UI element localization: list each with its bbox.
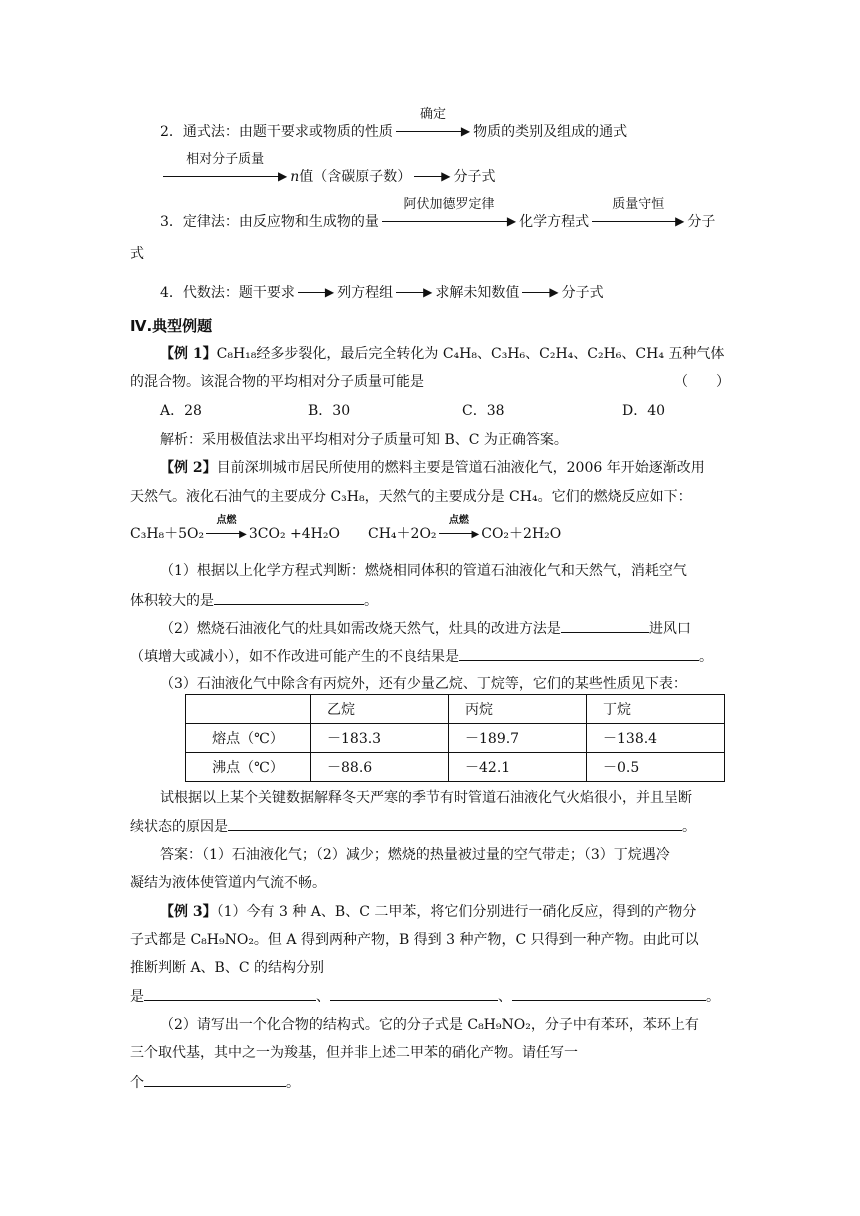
method4-line [160,283,604,303]
method4-text4: 分子式 [561,285,604,301]
method4-text2: 列方程组 [337,285,394,301]
ex2-line2: 天然气。液化石油气的主要成分 C₃H₈，天然气的主要成分是 CH₄。它们的燃烧反应如下： [130,489,692,505]
ex1-option-a: A．28 [160,403,202,419]
ex3-q2-line1: （2）请写出一个化合物的结构式。它的分子式是 C₈H₉NO₂，分子中有苯环，苯环上有 [160,1017,699,1033]
ex2-q2-line2 [130,646,713,667]
method3-text: 3．定律法：由反应物和生成物的量 [160,214,379,230]
answer-blank[interactable] [512,986,706,1001]
ex3-label: 【例 3】 [160,904,217,920]
method3-end: 分子 [687,214,716,230]
q3-text: 续状态的原因是 [130,819,228,835]
equation-propane [130,515,340,546]
answer-blank[interactable] [144,1072,286,1087]
method2-line2 [160,152,496,187]
answer-blank[interactable] [228,816,682,831]
table-cell: －189.7 [449,724,587,753]
ex3-text: （1）今有 3 种 A、B、C 二甲苯，将它们分别进行一硝化反应，得到的产物分 [216,904,697,920]
eq2-reactants: CH₄＋2O₂ [368,526,437,542]
ex2-q3-line: （3）石油液化气中除含有丙烷外，还有少量乙烷、丁烷等，它们的某些性质见下表： [160,676,687,692]
ex3-q2-end: 。 [286,1075,300,1091]
arrow-3: ▶ [522,283,558,303]
chem-equation-text: 化学方程式 [519,214,590,230]
table-cell: －42.1 [449,753,587,782]
table-cell: 沸点（℃） [186,753,311,782]
small-arrow: ▶ [414,167,450,187]
ex3-line2: 子式都是 C₈H₉NO₂。但 A 得到两种产物，B 得到 3 种产物，C 只得到一种产物。由此可以 [130,932,699,948]
ex1-formula: C₈H₁₈ [216,346,257,362]
method3-line1 [160,197,716,232]
separator: 、 [316,989,330,1005]
q2-text: （2）燃烧石油液化气的灶具如需改烧天然气，灶具的改进方法是 [160,621,561,637]
molecular-formula-text: 分子式 [453,169,496,185]
equation-methane [368,515,562,546]
ex1-option-c: C．38 [462,403,505,419]
method4-text1: 4．代数法：题干要求 [160,285,295,301]
table-cell: 熔点（℃） [186,724,311,753]
eq1-products: 3CO₂ +4H₂O [248,526,340,542]
answer-blank[interactable] [561,618,649,633]
ex3-q2-line3 [130,1072,300,1093]
eq1-reactants: C₃H₈＋5O₂ [130,526,205,542]
q1-text: 体积较大的是 [130,593,214,609]
ex2-line1 [160,458,705,478]
arrow-label: 确定 [420,107,447,122]
eq2-products: CO₂＋2H₂O [481,526,562,542]
arrow-1: ▶ [298,283,334,303]
table-row [186,753,725,782]
arrow-2: ▶ [396,283,432,303]
avogadro-arrow: 阿伏加德罗定律 ▶ [382,212,516,232]
arrow-label: 质量守恒 [612,197,665,212]
q2-text-b: 进风口 [648,621,691,637]
method2-result: 物质的类别及组成的通式 [473,124,628,140]
ex3-line3: 推断判断 A、B、C 的结构分别 [130,960,325,976]
ex2-q1-line2 [130,590,378,611]
table-header-cell: 乙烷 [311,695,449,724]
table-header-row [186,695,725,724]
ex2-text: 目前深圳城市居民所使用的燃料主要是管道石油液化气，2006 年开始逐渐改用 [216,460,705,476]
eq1-condition: 点燃 [216,515,237,526]
q3-end: 。 [682,819,696,835]
table-cell: －0.5 [587,753,725,782]
ex3-q2-start: 个 [130,1075,144,1091]
method2-text: 2．通式法：由题干要求或物质的性质 [160,124,393,140]
ex1-label: 【例 1】 [160,346,217,362]
table-header-cell: 丙烷 [449,695,587,724]
table-cell: －138.4 [587,724,725,753]
arrow-label: 阿伏加德罗定律 [403,197,495,212]
eq2-condition: 点燃 [448,515,469,526]
method2-line1 [160,107,628,142]
molar-mass-arrow: 相对分子质量 ▶ [163,167,287,187]
table-cell: －88.6 [311,753,449,782]
ex2-q3-after1: 试根据以上某个关键数据解释冬天严寒的季节有时管道石油液化气火焰很小，并且呈断 [160,790,692,806]
ex3-q2-line2: 三个取代基，其中之一为羧基，但并非上述二甲苯的硝化产物。请任写一 [130,1045,578,1061]
ex2-label: 【例 2】 [160,460,217,476]
n-symbol: n [290,169,300,185]
ex1-option-b: B．30 [308,403,351,419]
ex3-line1 [160,902,696,922]
q1-end: 。 [364,593,378,609]
q2-end: 。 [699,649,713,665]
table-cell: －183.3 [311,724,449,753]
ex2-q1-line1: （1）根据以上化学方程式判断：燃烧相同体积的管道石油液化气和天然气，消耗空气 [160,563,687,579]
answer-blank[interactable] [144,986,316,1001]
confirm-arrow: 确定 ▶ [396,122,470,142]
ignite-arrow: 点燃 ▶ [439,524,480,546]
q2-text-2: （填增大或减小），如不作改进可能产生的不良结果是 [130,649,459,665]
ex1-line1 [160,344,724,364]
ex1-text: 经多步裂化，最后完全转化为 C₄H₈、C₃H₆、C₂H₄、C₂H₆、CH₄ 五种气体 [256,346,725,362]
answer-blank[interactable] [459,646,699,661]
ex3-line4 [130,986,720,1007]
table-row [186,724,725,753]
ex2-q3-after2 [130,816,696,837]
ex1-line2: 的混合物。该混合物的平均相对分子质量可能是 [130,374,424,390]
table-header-cell [186,695,311,724]
n-value-text: 值（含碳原子数） [299,169,412,185]
ex1-answer-paren: （ ） [674,374,730,390]
method4-text3: 求解未知数值 [435,285,520,301]
ex2-answer1: 答案：（1）石油液化气；（2）减少；燃烧的热量被过量的空气带走；（3）丁烷遇冷 [160,847,670,863]
section-heading: Ⅳ.典型例题 [130,317,213,335]
answer-blank[interactable] [214,590,364,605]
arrow-label: 相对分子质量 [186,152,265,167]
separator: 、 [498,989,512,1005]
method3-wrap: 式 [130,246,144,262]
ex2-q2-line1 [160,618,691,639]
ignite-arrow: 点燃 ▶ [206,524,247,546]
ex1-analysis: 解析：采用极值法求出平均相对分子质量可知 B、C 为正确答案。 [160,432,568,448]
ex2-answer2: 凝结为液体使管道内气流不畅。 [130,875,326,891]
answer-blank[interactable] [330,986,498,1001]
table-header-cell: 丁烷 [587,695,725,724]
properties-table [185,694,725,782]
ex1-option-d: D．40 [622,403,666,419]
ex3-is: 是 [130,989,144,1005]
ex3-end: 。 [706,989,720,1005]
mass-conservation-arrow: 质量守恒 ▶ [592,212,684,232]
